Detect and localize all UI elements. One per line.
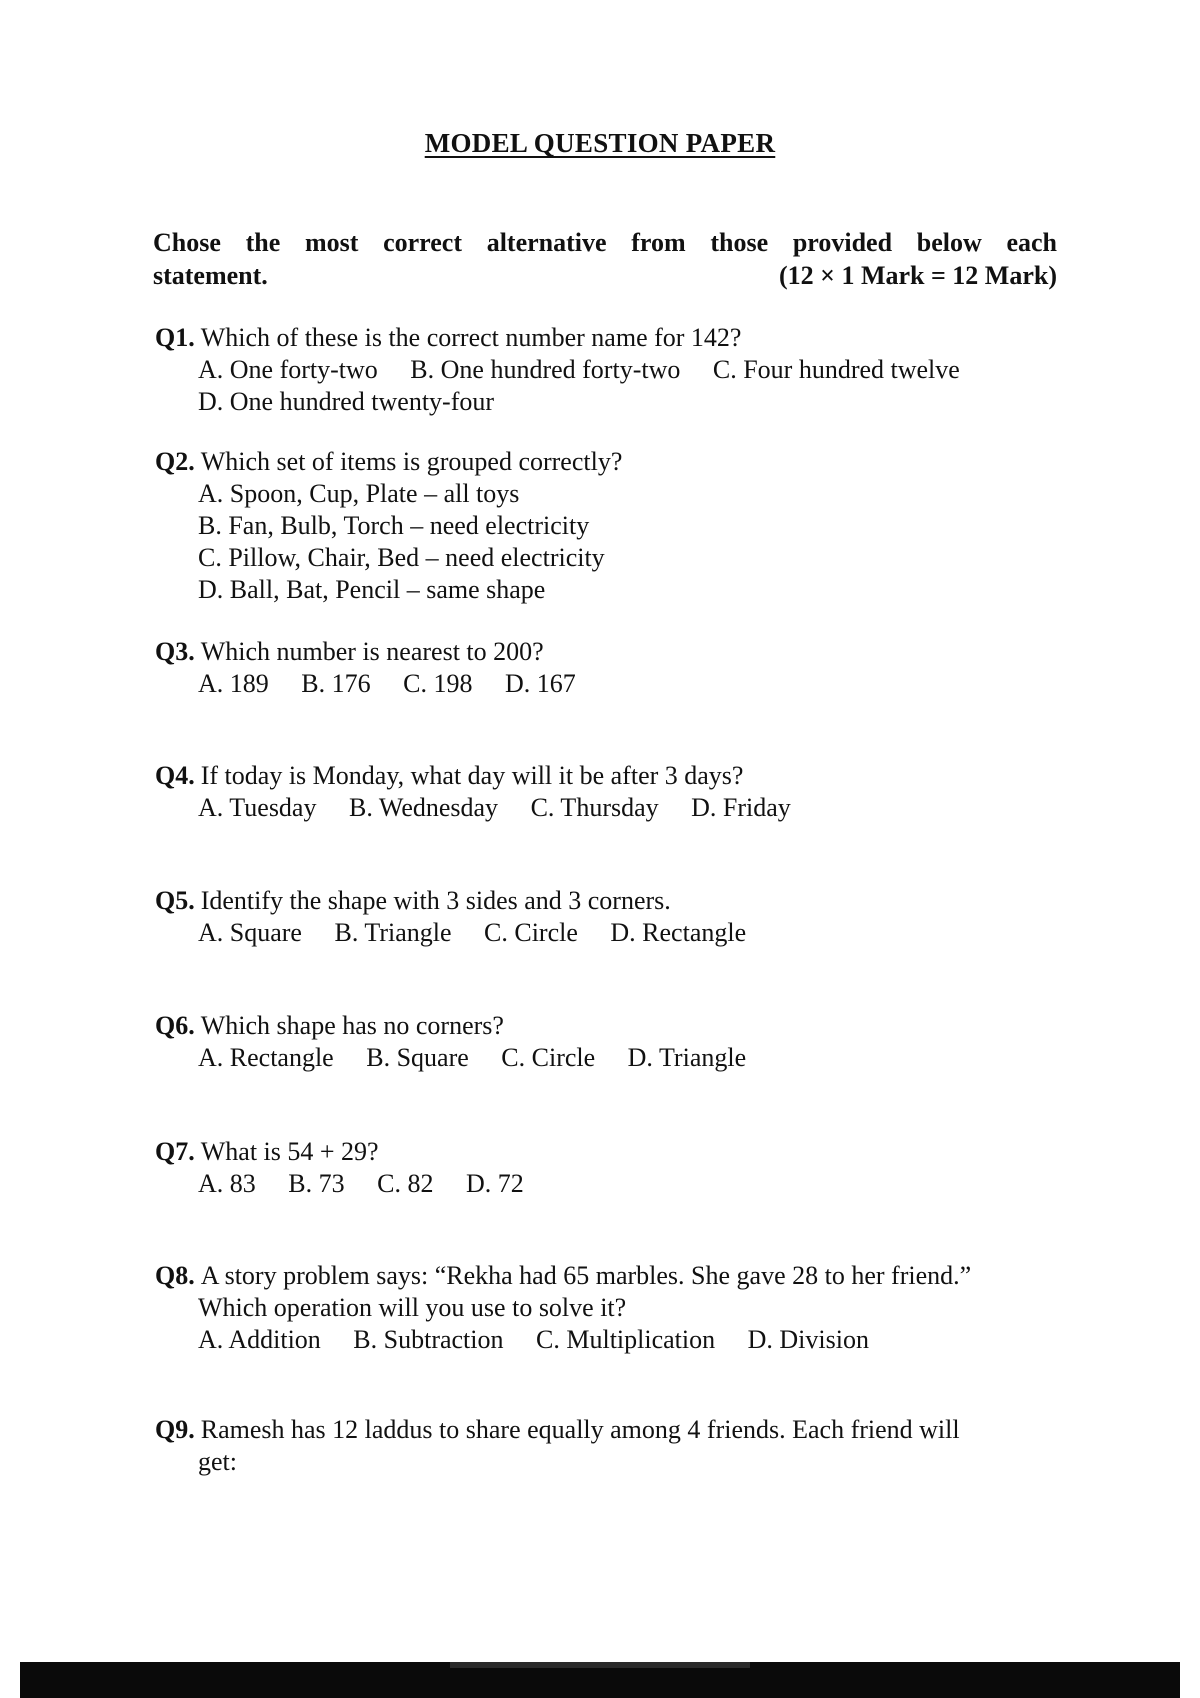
question-text: Which of these is the correct number name for 142? [200,323,742,352]
question-stem [155,1414,1055,1446]
question-stem [155,885,1055,917]
option-a: A. Rectangle [198,1043,334,1072]
question-6 [155,1010,1055,1074]
question-text: A story problem says: “Rekha had 65 marbles. She gave 28 to her friend.” [200,1261,972,1290]
option-c: C. Thursday [530,793,659,822]
question-number: Q1. [155,323,195,352]
option-c: C. 198 [403,669,473,698]
instructions-statement: statement. [153,261,268,290]
option-b: B. Triangle [334,918,452,947]
options-row [155,354,1055,386]
option-b: B. Square [366,1043,469,1072]
options-row [155,1042,1055,1074]
question-text: Which set of items is grouped correctly? [200,447,623,476]
question-3 [155,636,1055,700]
question-1 [155,322,1055,418]
question-text-continued: Which operation will you use to solve it? [198,1293,627,1322]
question-text: Identify the shape with 3 sides and 3 corners. [200,886,671,915]
option-b: B. Wednesday [348,793,499,822]
question-stem [155,446,1055,478]
option-a: A. Square [198,918,302,947]
option-c: C. Multiplication [536,1325,716,1354]
option-c: C. Circle [484,918,578,947]
question-text: Ramesh has 12 laddus to share equally among 4 friends. Each friend will [200,1415,960,1444]
option-b: B. Subtraction [353,1325,504,1354]
question-5 [155,885,1055,949]
question-stem [155,760,1055,792]
question-stem [155,1010,1055,1042]
option-b: B. Fan, Bulb, Torch – need electricity [198,511,590,540]
option-a: A. 83 [198,1169,256,1198]
question-stem [155,322,1055,354]
question-number: Q8. [155,1261,195,1290]
question-number: Q4. [155,761,195,790]
options-row [155,1168,1055,1200]
question-4 [155,760,1055,824]
option-c: C. Circle [501,1043,596,1072]
option-d: D. Triangle [627,1043,747,1072]
option-a: A. 189 [198,669,269,698]
page-title: MODEL QUESTION PAPER [424,128,776,158]
question-stem [155,1260,1055,1292]
options-list [155,478,1055,606]
option-d: D. One hundred twenty-four [198,387,495,416]
option-a: A. Addition [198,1325,321,1354]
question-number: Q2. [155,447,195,476]
option-c: C. Pillow, Chair, Bed – need electricity [198,543,605,572]
instructions-line-1: Chose the most correct alternative from those provided below each [153,228,1057,257]
scan-bottom-edge [20,1662,1180,1698]
options-row [155,668,1055,700]
option-a: A. Spoon, Cup, Plate – all toys [198,479,520,508]
question-number: Q7. [155,1137,195,1166]
question-stem [155,636,1055,668]
question-number: Q9. [155,1415,195,1444]
question-number: Q3. [155,637,195,666]
options-row [155,386,1055,418]
options-row [155,1324,1055,1356]
option-d: D. Division [747,1325,869,1354]
option-a: A. Tuesday [198,793,317,822]
question-7 [155,1136,1055,1200]
option-d: D. Rectangle [610,918,747,947]
question-number: Q6. [155,1011,195,1040]
question-text: If today is Monday, what day will it be after 3 days? [200,761,744,790]
options-row [155,917,1055,949]
question-8 [155,1260,1055,1356]
marks-allocation: (12 × 1 Mark = 12 Mark) [778,261,1057,290]
option-d: D. Ball, Bat, Pencil – same shape [198,575,546,604]
option-b: B. 73 [288,1169,345,1198]
question-stem [155,1136,1055,1168]
question-number: Q5. [155,886,195,915]
option-a: A. One forty-two [198,355,378,384]
question-9 [155,1414,1055,1478]
option-d: D. 72 [465,1169,524,1198]
option-d: D. Friday [691,793,791,822]
question-text: Which number is nearest to 200? [200,637,544,666]
question-text: Which shape has no corners? [200,1011,504,1040]
option-b: B. One hundred forty-two [410,355,681,384]
option-c: C. 82 [377,1169,434,1198]
question-2 [155,446,1055,606]
option-d: D. 167 [504,669,576,698]
question-text: What is 54 + 29? [200,1137,379,1166]
question-text-continued: get: [198,1447,237,1476]
scan-edge-shade [450,1662,750,1668]
options-row [155,792,1055,824]
option-b: B. 176 [301,669,371,698]
instructions-line-2 [153,259,1057,292]
option-c: C. Four hundred twelve [712,355,960,384]
